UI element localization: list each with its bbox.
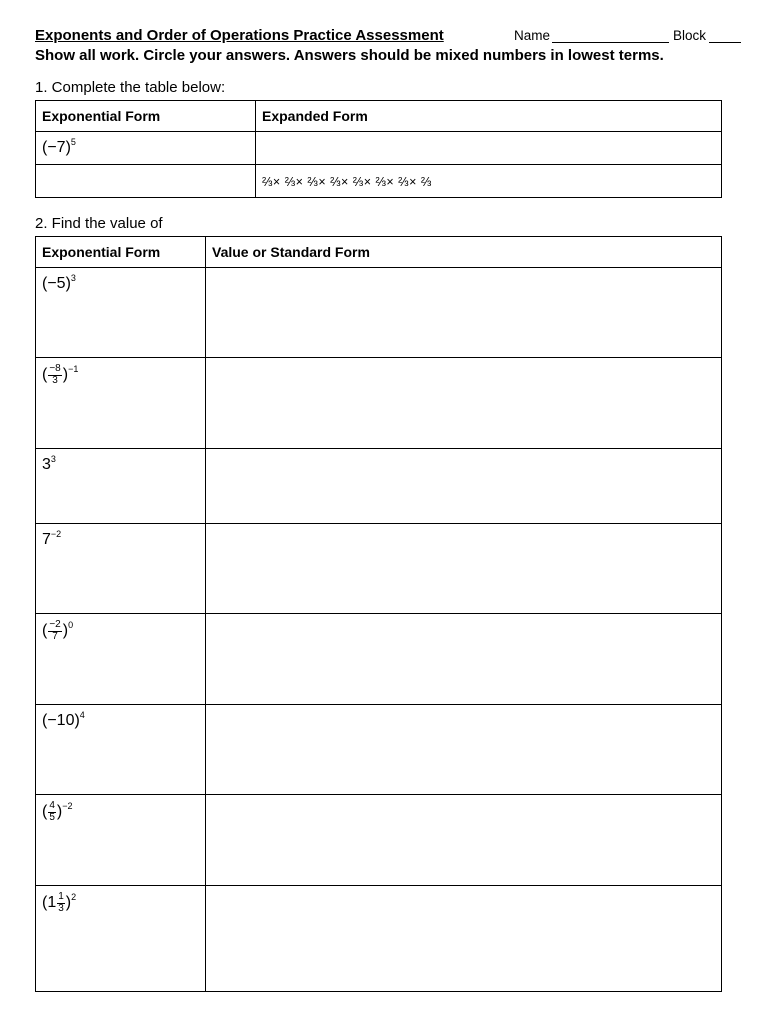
table-row xyxy=(36,165,722,198)
page-title: Exponents and Order of Operations Practice Assessment xyxy=(35,27,444,44)
fraction: $\frac{4}{5}$ xyxy=(49,800,55,823)
fraction: $\frac{-2}{7}$ xyxy=(49,619,61,642)
exponential-form-cell xyxy=(36,614,206,705)
question-1-label: 1. Complete the table below: xyxy=(35,79,226,96)
table-header-row xyxy=(36,101,722,132)
table-row xyxy=(36,358,722,449)
exponential-form-cell xyxy=(36,705,206,795)
expanded-form-cell xyxy=(256,165,722,198)
question-2-label: 2. Find the value of xyxy=(35,215,163,232)
exponent-expression: $(-10)^4$ xyxy=(42,710,85,729)
exponential-form-cell xyxy=(36,524,206,614)
exponential-form-cell xyxy=(36,132,256,165)
fraction: $\frac{1}{3}$ xyxy=(58,891,64,914)
table-row xyxy=(36,132,722,165)
expanded-expression: ⅔× ⅔× ⅔× ⅔× ⅔× ⅔× ⅔× ⅔ xyxy=(262,175,432,189)
fraction: $\frac{-8}{3}$ xyxy=(49,363,61,386)
table-row xyxy=(36,449,722,524)
exponent-expression: (1 $\frac{1}{3}$ )$^2$ xyxy=(42,891,77,914)
answer-cell[interactable] xyxy=(206,449,722,524)
exponent-expression: ( $\frac{-8}{3}$ )$^{-1}$ xyxy=(42,363,79,386)
exponent-expression: $(-5)^3$ xyxy=(42,273,76,292)
exponent-expression: ( $\frac{-2}{7}$ )$^0$ xyxy=(42,619,74,642)
answer-cell[interactable] xyxy=(206,268,722,358)
header-expanded-form: Expanded Form xyxy=(256,101,722,132)
table-row xyxy=(36,886,722,992)
table-row xyxy=(36,705,722,795)
exponent-expression: $7^{-2}$ xyxy=(42,529,62,548)
header-line xyxy=(35,27,747,47)
table-row xyxy=(36,795,722,886)
instructions: Show all work. Circle your answers. Answers should be mixed numbers in lowest terms. xyxy=(35,47,664,64)
exponential-form-cell xyxy=(36,268,206,358)
name-blank-line[interactable] xyxy=(552,42,669,43)
answer-cell[interactable] xyxy=(206,358,722,449)
answer-cell[interactable] xyxy=(206,795,722,886)
answer-cell[interactable] xyxy=(206,886,722,992)
table-row xyxy=(36,268,722,358)
exponential-form-answer-cell[interactable] xyxy=(36,165,256,198)
exponent-expression: $3^3$ xyxy=(42,454,56,473)
exponential-form-cell xyxy=(36,795,206,886)
exponential-form-cell xyxy=(36,449,206,524)
header-exponential-form: Exponential Form xyxy=(36,101,256,132)
question-1-table xyxy=(35,100,722,198)
table-row xyxy=(36,614,722,705)
answer-cell[interactable] xyxy=(206,705,722,795)
block-blank-line[interactable] xyxy=(709,42,741,43)
answer-cell[interactable] xyxy=(206,614,722,705)
table-row xyxy=(36,524,722,614)
header-value-standard-form: Value or Standard Form xyxy=(206,237,722,268)
block-label: Block xyxy=(673,28,707,43)
exponent-expression: $(-7)^5$ xyxy=(42,137,76,156)
question-2-table xyxy=(35,236,722,992)
exponent-expression: ( $\frac{4}{5}$ )$^{-2}$ xyxy=(42,800,73,823)
header-exponential-form: Exponential Form xyxy=(36,237,206,268)
expanded-form-answer-cell[interactable] xyxy=(256,132,722,165)
exponential-form-cell xyxy=(36,886,206,992)
exponential-form-cell xyxy=(36,358,206,449)
answer-cell[interactable] xyxy=(206,524,722,614)
table-header-row xyxy=(36,237,722,268)
name-label: Name xyxy=(514,28,551,43)
